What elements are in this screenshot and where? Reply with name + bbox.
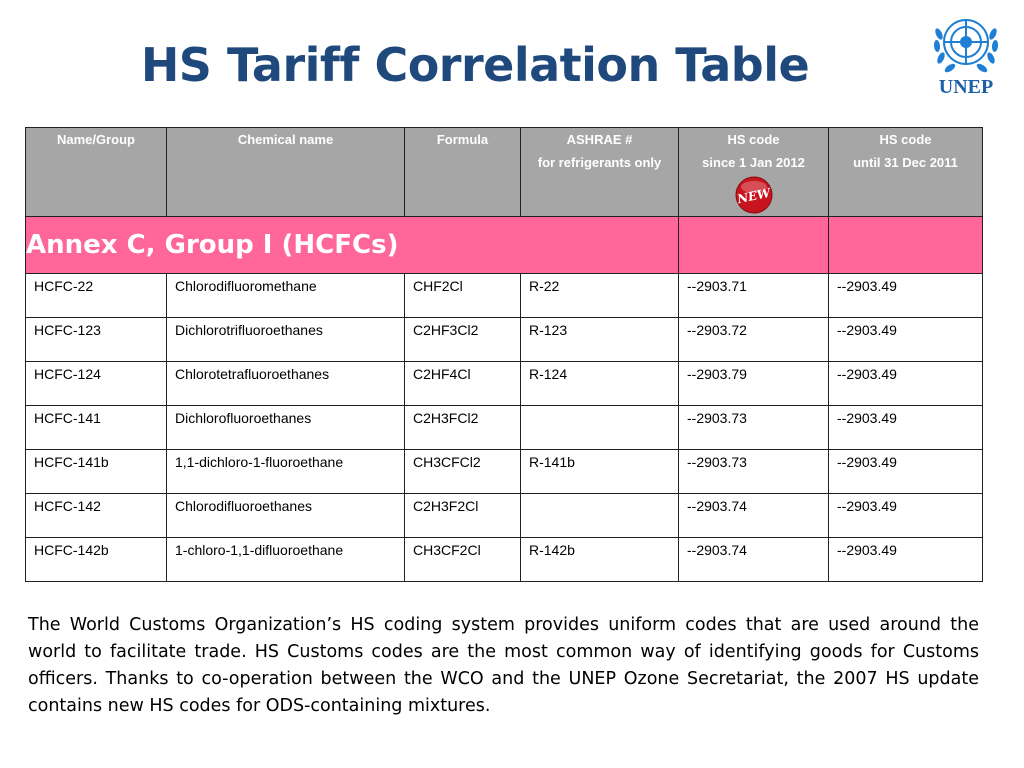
cell-hs-code-since-2012: --2903.71 (679, 274, 829, 318)
cell-formula: C2HF4Cl (405, 362, 521, 406)
cell-ashrae: R-141b (521, 450, 679, 494)
cell-hs-code-since-2012: --2903.73 (679, 450, 829, 494)
cell-ashrae: R-142b (521, 538, 679, 582)
cell-chemical-name: Dichlorotrifluoroethanes (167, 318, 405, 362)
cell-ashrae (521, 494, 679, 538)
cell-name-group: HCFC-124 (26, 362, 167, 406)
table-row (26, 538, 983, 582)
cell-formula: C2HF3Cl2 (405, 318, 521, 362)
cell-name-group: HCFC-141 (26, 406, 167, 450)
header-ashrae: ASHRAE # for refrigerants only (521, 128, 679, 217)
table-row (26, 450, 983, 494)
cell-hs-code-since-2012: --2903.72 (679, 318, 829, 362)
cell-chemical-name: 1-chloro-1,1-difluoroethane (167, 538, 405, 582)
cell-formula: C2H3FCl2 (405, 406, 521, 450)
cell-hs-code-until-2011: --2903.49 (829, 362, 983, 406)
unep-logo (926, 12, 1006, 102)
cell-formula: C2H3F2Cl (405, 494, 521, 538)
cell-hs-code-until-2011: --2903.49 (829, 494, 983, 538)
cell-hs-code-until-2011: --2903.49 (829, 538, 983, 582)
cell-ashrae: R-22 (521, 274, 679, 318)
cell-hs-code-until-2011: --2903.49 (829, 318, 983, 362)
logo-text: UNEP (938, 76, 994, 98)
cell-name-group: HCFC-141b (26, 450, 167, 494)
cell-hs-code-until-2011: --2903.49 (829, 274, 983, 318)
table-row (26, 318, 983, 362)
description-paragraph: The World Customs Organization’s HS coding system provides uniform codes that are used around the world to facilitate trade. HS Customs codes are the most common way of identifying goods for Customs officers. Thanks to co-operation between the WCO and the UNEP Ozone Secretariat, the 2007 HS update contains new HS codes for ODS-containing mixtures. (28, 615, 979, 716)
cell-hs-code-since-2012: --2903.74 (679, 494, 829, 538)
new-badge-label: NEW (735, 185, 772, 207)
cell-ashrae (521, 406, 679, 450)
slide-title: HS Tariff Correlation Table (140, 38, 810, 92)
cell-chemical-name: Chlorodifluoromethane (167, 274, 405, 318)
cell-chemical-name: Chlorotetrafluoroethanes (167, 362, 405, 406)
cell-ashrae: R-123 (521, 318, 679, 362)
un-emblem-icon (926, 12, 1006, 78)
table-row (26, 494, 983, 538)
cell-hs-code-since-2012: --2903.79 (679, 362, 829, 406)
header-hs-code-since-2012: HS code since 1 Jan 2012 NEW (679, 128, 829, 217)
table-row (26, 406, 983, 450)
annex-empty-cell (829, 217, 983, 274)
cell-formula: CH3CFCl2 (405, 450, 521, 494)
cell-chemical-name: 1,1-dichloro-1-fluoroethane (167, 450, 405, 494)
header-formula: Formula (405, 128, 521, 217)
header-name-group: Name/Group (26, 128, 167, 217)
new-badge-icon (731, 175, 777, 215)
table-header-row (26, 128, 983, 217)
cell-hs-code-since-2012: --2903.74 (679, 538, 829, 582)
cell-chemical-name: Chlorodifluoroethanes (167, 494, 405, 538)
cell-chemical-name: Dichlorofluoroethanes (167, 406, 405, 450)
cell-name-group: HCFC-142b (26, 538, 167, 582)
hs-correlation-table (25, 127, 983, 582)
table-row (26, 362, 983, 406)
cell-hs-code-until-2011: --2903.49 (829, 406, 983, 450)
annex-group-row (26, 217, 983, 274)
cell-name-group: HCFC-123 (26, 318, 167, 362)
cell-hs-code-since-2012: --2903.73 (679, 406, 829, 450)
cell-hs-code-until-2011: --2903.49 (829, 450, 983, 494)
header-hs-code-until-2011: HS code until 31 Dec 2011 (829, 128, 983, 217)
annex-empty-cell (679, 217, 829, 274)
cell-name-group: HCFC-142 (26, 494, 167, 538)
cell-formula: CH3CF2Cl (405, 538, 521, 582)
cell-formula: CHF2Cl (405, 274, 521, 318)
cell-name-group: HCFC-22 (26, 274, 167, 318)
annex-title: Annex C, Group I (HCFCs) (26, 217, 679, 274)
cell-ashrae: R-124 (521, 362, 679, 406)
table-row (26, 274, 983, 318)
header-chemical-name: Chemical name (167, 128, 405, 217)
